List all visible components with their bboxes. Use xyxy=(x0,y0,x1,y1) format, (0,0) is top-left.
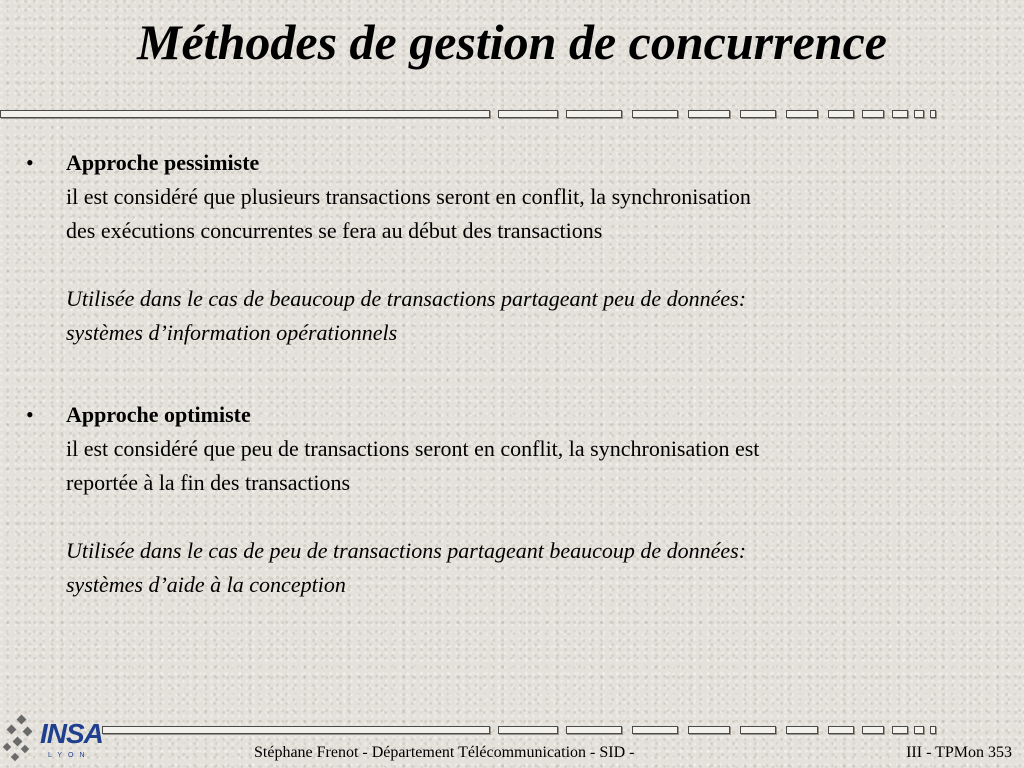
bullet-marker: • xyxy=(26,150,34,175)
top-divider xyxy=(0,110,940,118)
insa-logo-icon xyxy=(2,712,42,766)
bullet-heading: Approche pessimiste xyxy=(66,150,260,175)
bullet-body-line: reportée à la fin des transactions xyxy=(66,470,351,495)
bullet-note-line: Utilisée dans le cas de peu de transactions partageant beaucoup de données: xyxy=(66,538,747,563)
bullet-note-line: systèmes d’information opérationnels xyxy=(66,320,398,345)
bullet-body-line: des exécutions concurrentes se fera au début des transactions xyxy=(66,218,603,243)
bottom-divider xyxy=(102,726,942,734)
insa-logo xyxy=(2,712,102,766)
bullet-body-line: il est considéré que peu de transactions seront en conflit, la synchronisation est xyxy=(66,436,760,461)
bullet-heading: Approche optimiste xyxy=(66,402,251,427)
slide-title: Méthodes de gestion de concurrence xyxy=(137,14,887,70)
bullet-marker: • xyxy=(26,402,34,427)
footer-page-number: III - TPMon 353 xyxy=(906,744,1012,761)
bullet-note-line: systèmes d’aide à la conception xyxy=(66,572,346,597)
bullet-note-line: Utilisée dans le cas de beaucoup de transactions partageant peu de données: xyxy=(66,286,747,311)
logo-wordmark: INSA xyxy=(40,718,103,749)
footer-author: Stéphane Frenot - Département Télécommunication - SID - xyxy=(254,744,635,761)
bullet-body-line: il est considéré que plusieurs transactions seront en conflit, la synchronisation xyxy=(66,184,751,209)
logo-subtitle: LYON xyxy=(48,752,91,759)
